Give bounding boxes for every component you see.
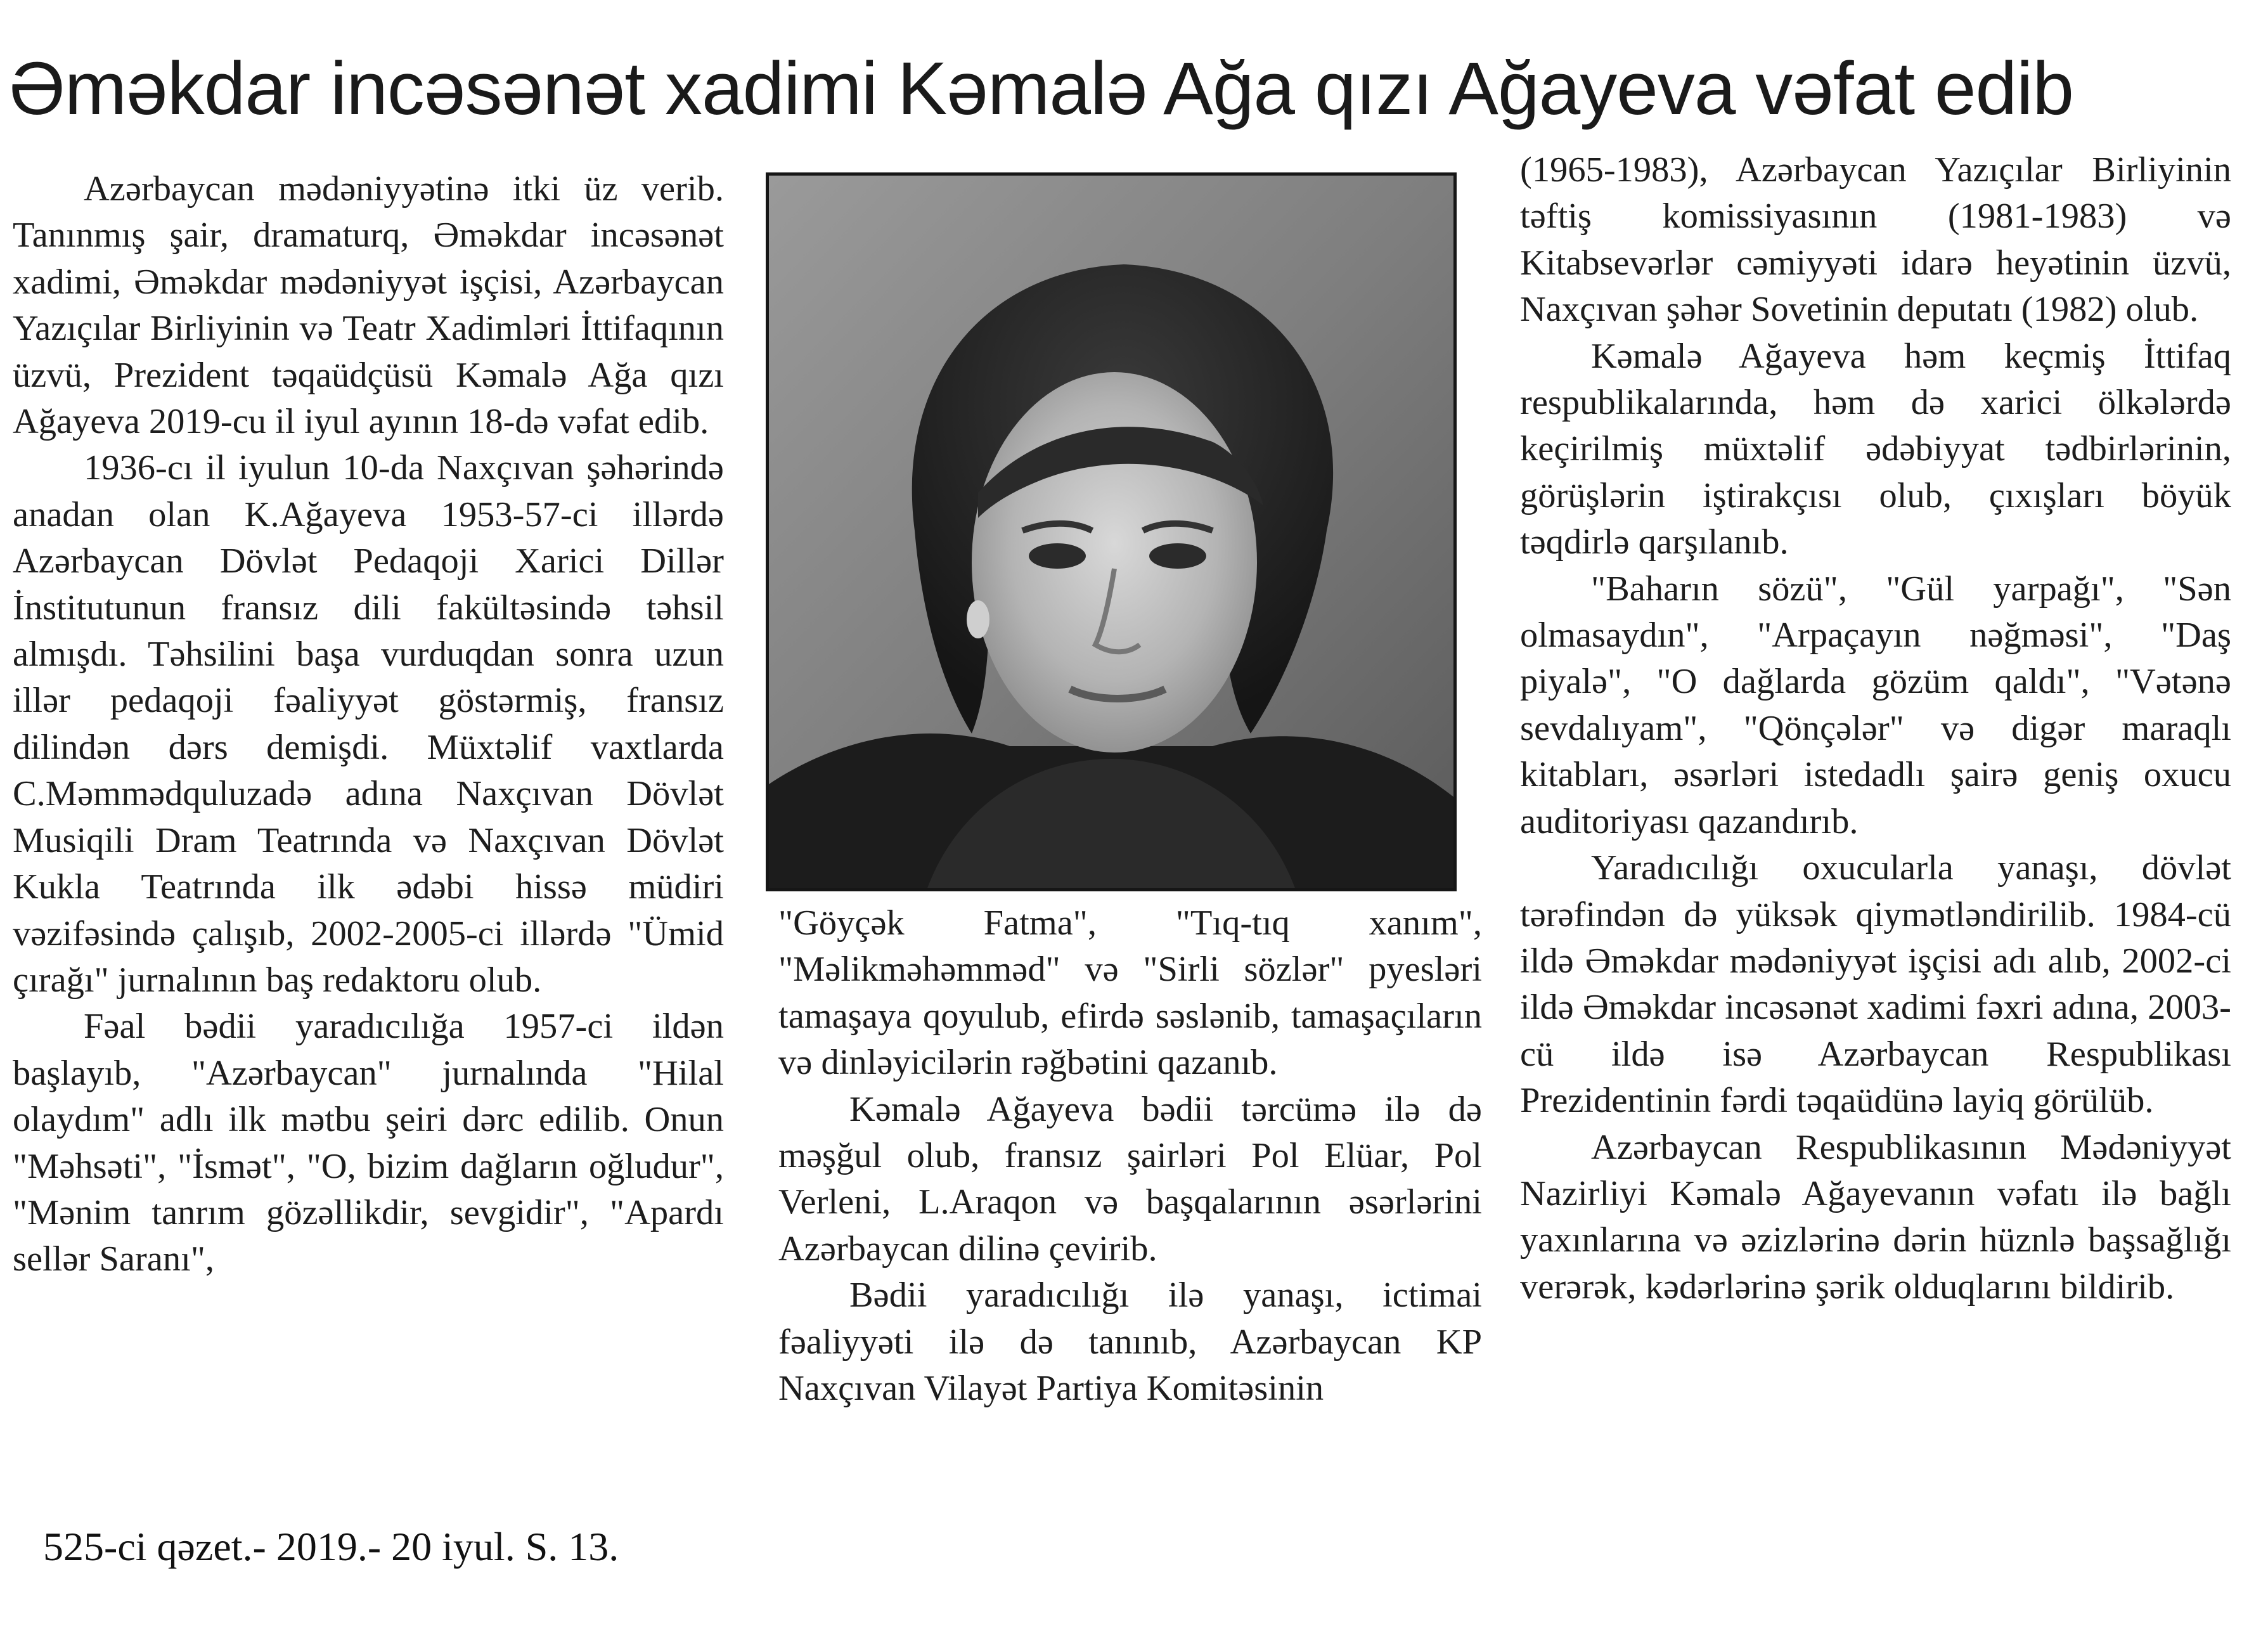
paragraph: Kəmalə Ağayeva bədii tərcümə ilə də məşğul olub, fransız şairləri Pol Elüar, Pol Verleni, L.Araqon və başqalarının əsərlərini Azərbaycan dilinə çevirib. xyxy=(778,1089,1482,1269)
article-column-2 xyxy=(778,900,1482,1412)
paragraph: Kəmalə Ağayeva həm keçmiş İttifaq respublikalarında, həm də xarici ölkələrdə keçirilmiş müxtəlif ədəbiyyat tədbirlərinin, görüşlərin iştirakçısı olub, çıxışları böyük təqdirlə qarşılanıb. xyxy=(1520,336,2231,562)
article-headline: Əməkdar incəsənət xadimi Kəmalə Ağa qızı Ağayeva vəfat edib xyxy=(9,47,2073,131)
paragraph: Bədii yaradıcılığı ilə yanaşı, ictimai fəaliyyəti ilə də tanınıb, Azərbaycan KP Naxçıvan Vilayət Partiya Komitəsinin xyxy=(778,1276,1482,1409)
paragraph: 1936-cı il iyulun 10-da Naxçıvan şəhərində anadan olan K.Ağayeva 1953-57-ci illərdə Azərbaycan Dövlət Pedaqoji Xarici Dillər İnstitutunun fransız dili fakültəsində təhsil almışdı. Təhsilini başa vurduqdan sonra uzun illər pedaqoji fəaliyyət göstərmiş, fransız dilindən dərs demişdi. Müxtəlif vaxtlarda C.Məmmədquluzadə adına Naxçıvan Dövlət Musiqili Dram Teatrında və Naxçıvan Dövlət Kukla Teatrında ilk ədəbi hissə müdiri vəzifəsində çalışıb, 2002-2005-ci illərdə "Ümid çırağı" jurnalının baş redaktoru olub. xyxy=(13,448,724,1000)
portrait-photo xyxy=(766,172,1457,891)
paragraph: Yaradıcılığı oxucularla yanaşı, dövlət tərəfindən də yüksək qiymətləndirilib. 1984-cü ildə Əməkdar mədəniyyət işçisi adı alıb, 2002-ci ildə Əməkdar incəsənət xadimi fəxri adına, 2003-cü ildə isə Azərbaycan Respublikası Prezidentinin fərdi təqaüdünə layiq görülüb. xyxy=(1520,848,2231,1121)
paragraph: Fəal bədii yaradıcılığa 1957-ci ildən başlayıb, "Azərbaycan" jurnalında "Hilal olaydım" adlı ilk mətbu şeiri dərc edilib. Onun "Məhsəti", "İsmət", "O, bizim dağların oğludur", "Mənim tanrım gözəllikdir, sevgidir", "Apardı sellər Saranı", xyxy=(13,1007,724,1279)
article-column-1 xyxy=(13,166,724,1283)
paragraph: "Baharın sözü", "Gül yarpağı", "Sən olmasaydın", "Arpaçayın nəğməsi", "Daş piyalə", "O dağlarda gözüm qaldı", "Vətənə sevdalıyam", "Qönçələr" və digər maraqlı kitabları, əsərləri istedadlı şairə geniş oxucu auditoriyası qazandırıb. xyxy=(1520,569,2231,841)
paragraph: Azərbaycan mədəniyyətinə itki üz verib. Tanınmış şair, dramaturq, Əməkdar incəsənət xadimi, Əməkdar mədəniyyət işçisi, Azərbaycan Yazıçılar Birliyinin və Teatr Xadimləri İttifaqının üzvü, Prezident təqaüdçüsü Kəmalə Ağa qızı Ağayeva 2019-cu il iyul ayının 18-də vəfat edib. xyxy=(13,169,724,442)
paragraph: "Göyçək Fatma", "Tıq-tıq xanım", "Məlikməhəmməd" və "Sirli sözlər" pyesləri tamaşaya qoyulub, efirdə səslənib, tamaşaçıların və dinləyicilərin rəğbətini qazanıb. xyxy=(778,903,1482,1083)
paragraph: Azərbaycan Respublikasının Mədəniyyət Nazirliyi Kəmalə Ağayevanın vəfatı ilə bağlı yaxınlarına və əzizlərinə dərin hüznlə başsağlığı verərək, kədərlərinə şərik olduqlarını bildirib. xyxy=(1520,1127,2231,1307)
portrait-illustration xyxy=(769,176,1453,888)
paragraph: (1965-1983), Azərbaycan Yazıçılar Birliyinin təftiş komissiyasının (1981-1983) və Kitabsevərlər cəmiyyəti idarə heyətinin üzvü, Naxçıvan şəhər Sovetinin deputatı (1982) olub. xyxy=(1520,150,2231,330)
article-column-3 xyxy=(1520,147,2231,1310)
source-citation: 525-ci qəzet.- 2019.- 20 iyul. S. 13. xyxy=(43,1524,619,1569)
